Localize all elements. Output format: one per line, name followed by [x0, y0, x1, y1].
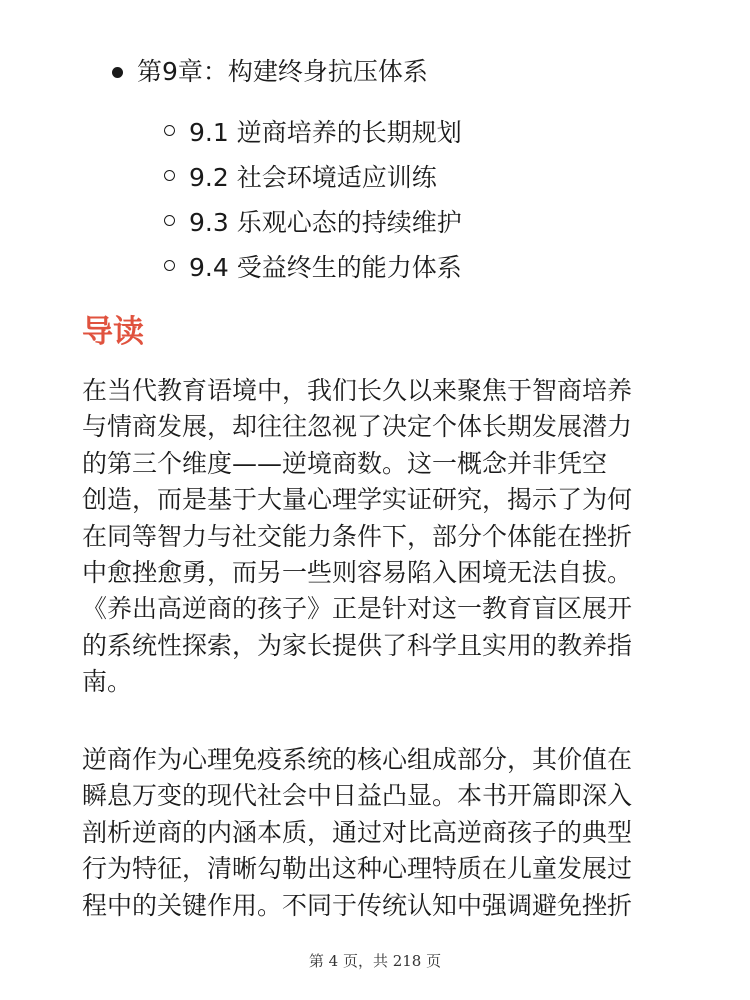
bullet-dot-icon — [112, 67, 123, 78]
text-line: 的第三个维度——逆境商数。这一概念并非凭空 — [82, 448, 608, 478]
text-line: 程中的关键作用。不同于传统认知中强调避免挫折 — [82, 890, 633, 920]
toc-section-item — [164, 108, 462, 153]
toc-section-list — [164, 108, 462, 288]
text-line: 的系统性探索，为家长提供了科学且实用的教养指 — [82, 630, 633, 660]
toc-section-label: 9.3 乐观心态的持续维护 — [189, 207, 462, 237]
toc-section-item — [164, 198, 462, 243]
toc-section-label: 9.2 社会环境适应训练 — [189, 162, 437, 192]
section-heading: 导读 — [82, 314, 144, 350]
toc-section-item — [164, 153, 462, 198]
toc-section-label: 9.1 逆商培养的长期规划 — [189, 117, 462, 147]
bullet-circle-icon — [164, 260, 175, 271]
text-line: 在同等智力与社交能力条件下，部分个体能在挫折 — [82, 521, 633, 551]
intro-paragraph-1 — [82, 373, 678, 701]
intro-paragraph-2 — [82, 742, 678, 924]
toc-chapter-item — [112, 52, 428, 92]
text-line: 行为特征，清晰勾勒出这种心理特质在儿童发展过 — [82, 854, 633, 884]
text-line: 创造，而是基于大量心理学实证研究，揭示了为何 — [82, 485, 633, 515]
text-line: 中愈挫愈勇，而另一些则容易陷入困境无法自拔。 — [82, 558, 633, 588]
text-line: 逆商作为心理免疫系统的核心组成部分，其价值在 — [82, 745, 633, 774]
text-line: 瞬息万变的现代社会中日益凸显。本书开篇即深入 — [82, 781, 633, 811]
text-line: 南。 — [82, 667, 133, 697]
text-line: 在当代教育语境中，我们长久以来聚焦于智商培养 — [82, 376, 633, 405]
toc-chapter-label: 第9章：构建终身抗压体系 — [137, 57, 428, 86]
bullet-circle-icon — [164, 170, 175, 181]
text-line: 《养出高逆商的孩子》正是针对这一教育盲区展开 — [82, 594, 633, 624]
bullet-circle-icon — [164, 125, 175, 136]
toc-section-label: 9.4 受益终生的能力体系 — [189, 252, 462, 282]
bullet-circle-icon — [164, 215, 175, 226]
toc-section-item — [164, 243, 462, 288]
text-line: 剖析逆商的内涵本质，通过对比高逆商孩子的典型 — [82, 817, 633, 847]
text-line: 与情商发展，却往往忽视了决定个体长期发展潜力 — [82, 412, 633, 442]
page-number-footer: 第 4 页，共 218 页 — [308, 952, 442, 970]
